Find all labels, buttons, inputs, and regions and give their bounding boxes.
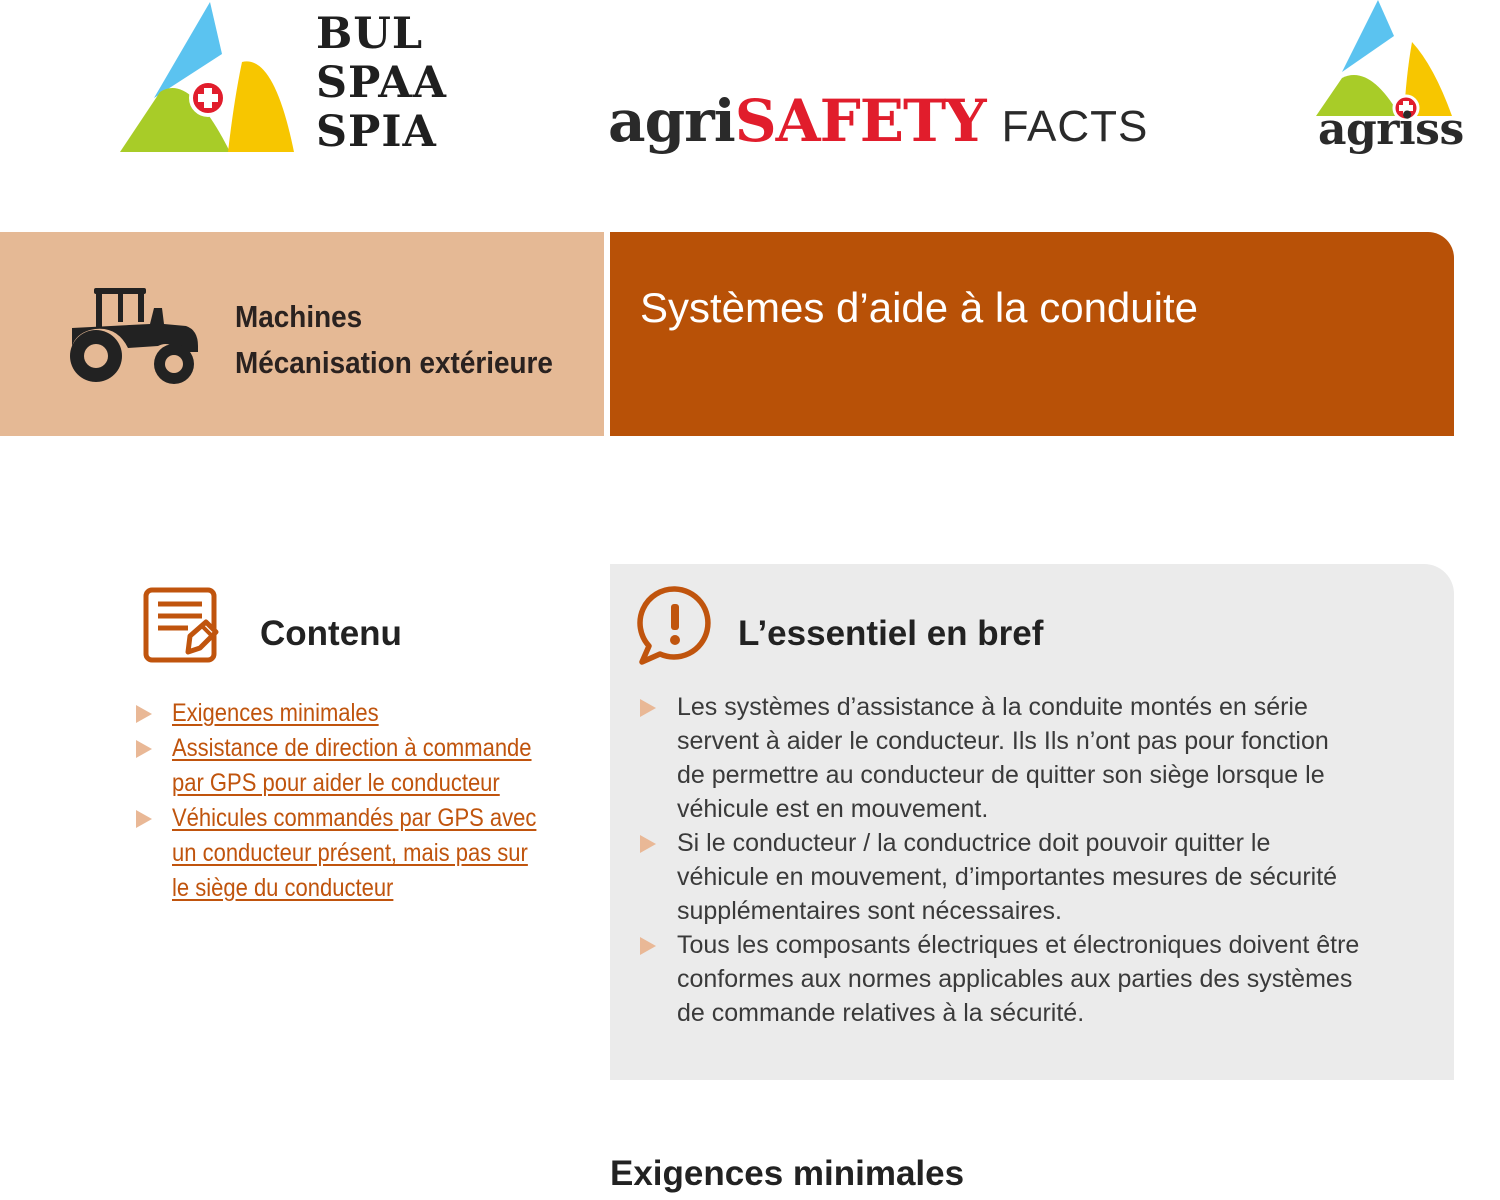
essentiel-text-line: de permettre au conducteur de quitter son siège lorsque le bbox=[677, 761, 1325, 789]
bullet-triangle-icon bbox=[640, 937, 656, 955]
brand-safety: SAFETY bbox=[734, 87, 986, 155]
bullet-triangle-icon bbox=[136, 705, 152, 723]
logo-text-line: BUL bbox=[316, 9, 424, 59]
essentiel-text-line: supplémentaires sont nécessaires. bbox=[677, 897, 1062, 925]
agrisafety-facts-logo bbox=[608, 87, 1149, 155]
table-of-contents bbox=[136, 696, 556, 906]
essentiel-text-line: de commande relatives à la sécurité. bbox=[677, 999, 1085, 1027]
agriss-logo-mark bbox=[1312, 0, 1457, 120]
essentiel-text-line: Tous les composants électriques et électroniques doivent être bbox=[677, 931, 1360, 959]
bullet-triangle-icon bbox=[136, 740, 152, 758]
essentiel-item bbox=[640, 928, 1440, 1030]
toc-link-exigences-minimales[interactable]: Exigences minimales bbox=[172, 699, 379, 727]
bullet-triangle-icon bbox=[640, 835, 656, 853]
bul-spaa-spia-logo-text bbox=[316, 10, 447, 157]
essentiel-item bbox=[640, 690, 1440, 826]
toc-link-vehicules-commandes-gps[interactable]: Véhicules commandés par GPS avec bbox=[172, 804, 537, 832]
essentiel-heading: L’essentiel en bref bbox=[738, 614, 1044, 653]
tractor-icon bbox=[66, 286, 200, 384]
agriss-logo-text: agriss bbox=[1318, 104, 1464, 155]
category-line-2: Mécanisation extérieure bbox=[235, 345, 553, 380]
essentiel-text-line: conformes aux normes applicables aux parties des systèmes bbox=[677, 965, 1353, 993]
brand-facts: FACTS bbox=[1001, 102, 1149, 151]
bul-spaa-spia-logo-mark bbox=[118, 0, 298, 158]
toc-link-assistance-direction-gps[interactable]: par GPS pour aider le conducteur bbox=[172, 769, 500, 797]
toc-link-vehicules-commandes-gps[interactable]: le siège du conducteur bbox=[172, 874, 394, 902]
brand-agri: agri bbox=[608, 87, 735, 155]
logo-sky-shape bbox=[1342, 0, 1394, 72]
toc-item bbox=[136, 696, 556, 731]
title-band bbox=[610, 232, 1454, 436]
essentiel-list bbox=[640, 690, 1440, 1030]
toc-item bbox=[136, 731, 556, 801]
page-title: Systèmes d’aide à la conduite bbox=[640, 284, 1198, 331]
toc-link-assistance-direction-gps[interactable]: Assistance de direction à commande bbox=[172, 734, 532, 762]
toc-item bbox=[136, 801, 556, 906]
document-edit-icon bbox=[140, 586, 226, 666]
essentiel-text-line: véhicule est en mouvement. bbox=[677, 795, 989, 823]
essentiel-text-line: véhicule en mouvement, d’importantes mesures de sécurité bbox=[677, 863, 1338, 891]
bullet-triangle-icon bbox=[136, 810, 152, 828]
section-heading-exigences-minimales: Exigences minimales bbox=[610, 1154, 965, 1193]
bullet-triangle-icon bbox=[640, 699, 656, 717]
logo-text-line: SPAA bbox=[316, 58, 447, 108]
exclamation-speech-icon bbox=[634, 584, 716, 666]
contenu-heading: Contenu bbox=[260, 614, 402, 653]
category-line-1: Machines bbox=[235, 299, 363, 334]
essentiel-text-line: Si le conducteur / la conductrice doit pouvoir quitter le bbox=[677, 829, 1271, 857]
category-label bbox=[235, 294, 553, 386]
essentiel-item bbox=[640, 826, 1440, 928]
essentiel-text-line: Les systèmes d’assistance à la conduite montés en série bbox=[677, 693, 1308, 721]
logo-yellow-shape bbox=[228, 61, 294, 152]
essentiel-text-line: servent à aider le conducteur. Ils Ils n’ont pas pour fonction bbox=[677, 727, 1329, 755]
logo-text-line: SPIA bbox=[316, 107, 437, 157]
toc-link-vehicules-commandes-gps[interactable]: un conducteur présent, mais pas sur bbox=[172, 839, 528, 867]
